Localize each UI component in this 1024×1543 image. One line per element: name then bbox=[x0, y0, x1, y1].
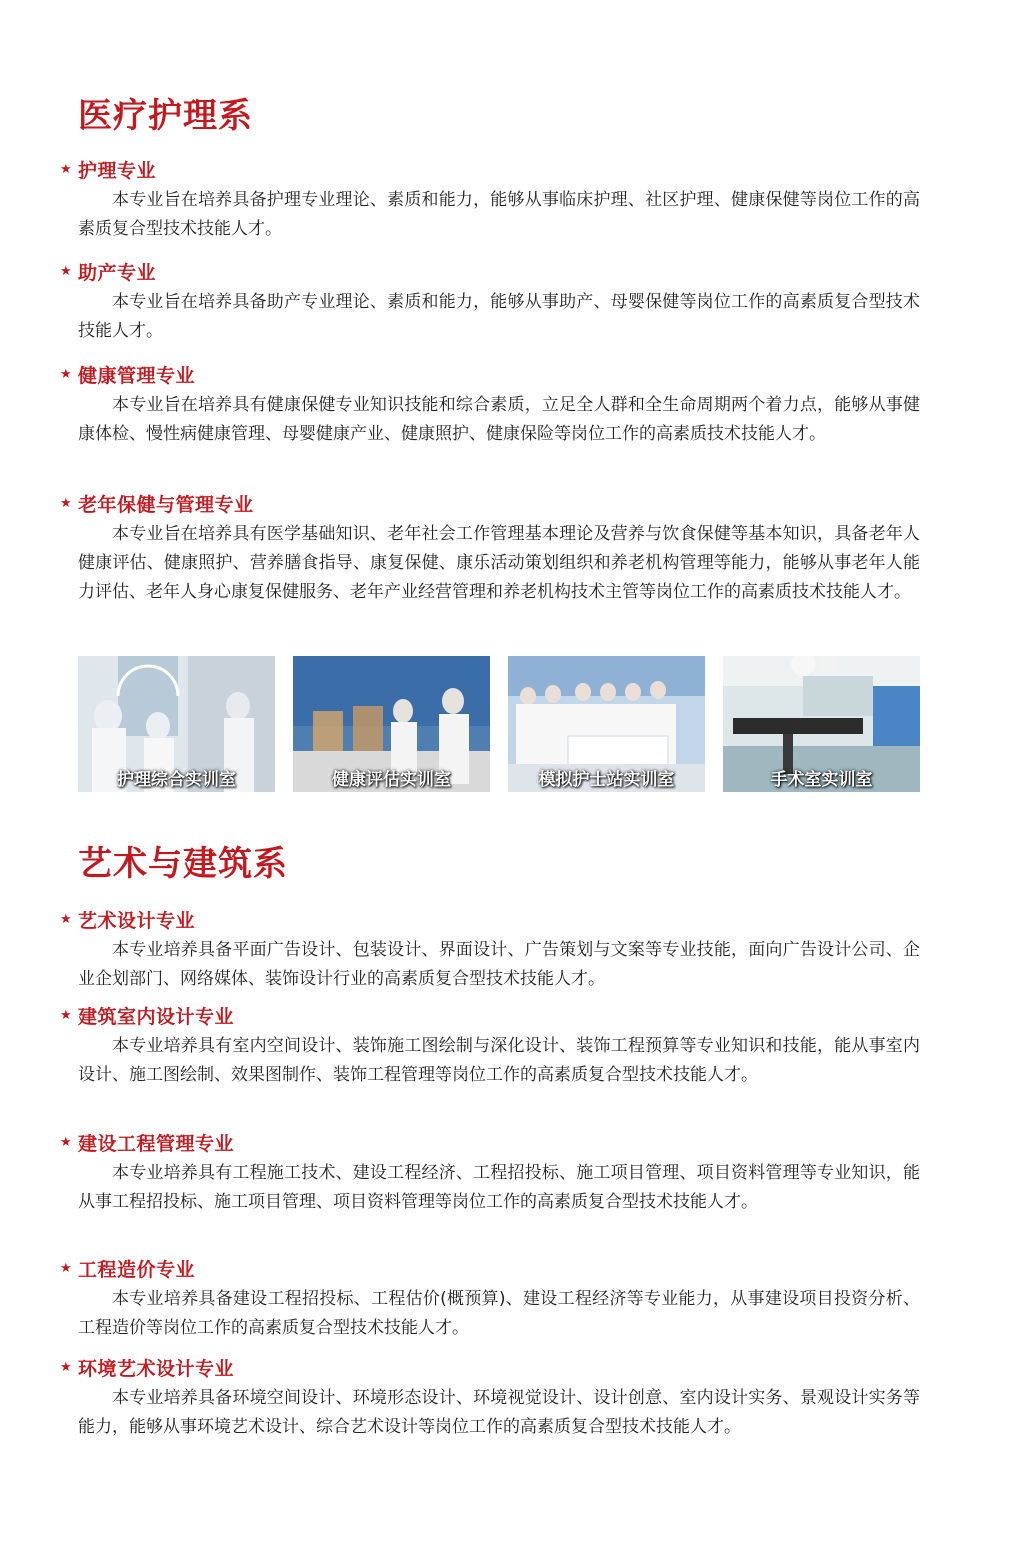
major-description: 本专业旨在培养具有医学基础知识、老年社会工作管理基本理论及营养与饮食保健等基本知识，具备老年人健康评估、健康照护、营养膳食指导、康复保健、康乐活动策划组织和养老机构管理等能力，能够从事老年人能力评估、老年人身心康复保健服务、老年产业经营管理和养老机构技术主管等岗位工作的高素质技术技能人才。 bbox=[78, 524, 920, 602]
major-description: 本专业旨在培养具备助产专业理论、素质和能力，能够从事助产、母婴保健等岗位工作的高素质复合型技术技能人才。 bbox=[78, 292, 920, 341]
training-room-photos bbox=[78, 656, 920, 792]
star-icon: ★ bbox=[60, 1359, 72, 1375]
major-name: 建设工程管理专业 bbox=[78, 1132, 235, 1155]
photo-caption: 模拟护士站实训室 bbox=[538, 770, 675, 790]
star-icon: ★ bbox=[60, 161, 72, 177]
star-icon: ★ bbox=[60, 495, 72, 511]
star-icon: ★ bbox=[60, 1007, 72, 1023]
major-description: 本专业培养具备环境空间设计、环境形态设计、环境视觉设计、设计创意、室内设计实务、景观设计实务等能力，能够从事环境艺术设计、综合艺术设计等岗位工作的高素质复合型技术技能人才。 bbox=[78, 1388, 920, 1437]
major-description: 本专业旨在培养具备护理专业理论、素质和能力，能够从事临床护理、社区护理、健康保健等岗位工作的高素质复合型技术技能人才。 bbox=[78, 190, 920, 239]
major-name: 助产专业 bbox=[78, 261, 157, 284]
major-name: 健康管理专业 bbox=[78, 364, 196, 387]
department-title-medical: 医疗护理系 bbox=[78, 96, 253, 136]
major-description: 本专业培养具备建设工程招投标、工程估价(概预算)、建设工程经济等专业能力，从事建设项目投资分析、工程造价等岗位工作的高素质复合型技术技能人才。 bbox=[78, 1289, 920, 1338]
photo-nurse-station-room bbox=[508, 656, 705, 792]
star-icon: ★ bbox=[60, 911, 72, 927]
major-name: 建筑室内设计专业 bbox=[78, 1005, 235, 1028]
major-cost-engineering bbox=[60, 1255, 940, 1343]
major-name: 工程造价专业 bbox=[78, 1258, 196, 1281]
major-elderly-care bbox=[60, 490, 940, 607]
photo-caption: 护理综合实训室 bbox=[117, 770, 236, 790]
major-construction-management bbox=[60, 1129, 940, 1217]
star-icon: ★ bbox=[60, 1260, 72, 1276]
major-description: 本专业培养具备平面广告设计、包装设计、界面设计、广告策划与文案等专业技能，面向广告设计公司、企业企划部门、网络媒体、装饰设计行业的高素质复合型技术技能人才。 bbox=[78, 940, 920, 989]
major-description: 本专业培养具有室内空间设计、装饰施工图绘制与深化设计、装饰工程预算等专业知识和技能，能从事室内设计、施工图绘制、效果图制作、装饰工程管理等岗位工作的高素质复合型技术技能人才。 bbox=[78, 1036, 920, 1085]
photo-nursing-training-room bbox=[78, 656, 275, 792]
major-midwifery bbox=[60, 258, 940, 346]
major-name: 老年保健与管理专业 bbox=[78, 493, 254, 516]
major-name: 护理专业 bbox=[78, 159, 157, 182]
major-environmental-art-design bbox=[60, 1354, 940, 1442]
star-icon: ★ bbox=[60, 366, 72, 382]
photo-operating-room bbox=[723, 656, 920, 792]
major-description: 本专业培养具有工程施工技术、建设工程经济、工程招投标、施工项目管理、项目资料管理等专业知识，能从事工程招投标、施工项目管理、项目资料管理等岗位工作的高素质复合型技术技能人才。 bbox=[78, 1163, 920, 1212]
photo-caption: 手术室实训室 bbox=[770, 770, 873, 790]
photo-caption: 健康评估实训室 bbox=[332, 770, 451, 790]
major-name: 艺术设计专业 bbox=[78, 909, 196, 932]
major-interior-design bbox=[60, 1002, 940, 1090]
photo-health-assessment-room bbox=[293, 656, 490, 792]
department-title-art-architecture: 艺术与建筑系 bbox=[78, 844, 288, 884]
major-health-management bbox=[60, 361, 940, 449]
major-art-design bbox=[60, 906, 940, 994]
major-name: 环境艺术设计专业 bbox=[78, 1357, 235, 1380]
major-nursing bbox=[60, 156, 940, 244]
star-icon: ★ bbox=[60, 1134, 72, 1150]
star-icon: ★ bbox=[60, 263, 72, 279]
major-description: 本专业旨在培养具有健康保健专业知识技能和综合素质，立足全人群和全生命周期两个着力点，能够从事健康体检、慢性病健康管理、母婴健康产业、健康照护、健康保险等岗位工作的高素质技术技能人才。 bbox=[78, 395, 920, 444]
